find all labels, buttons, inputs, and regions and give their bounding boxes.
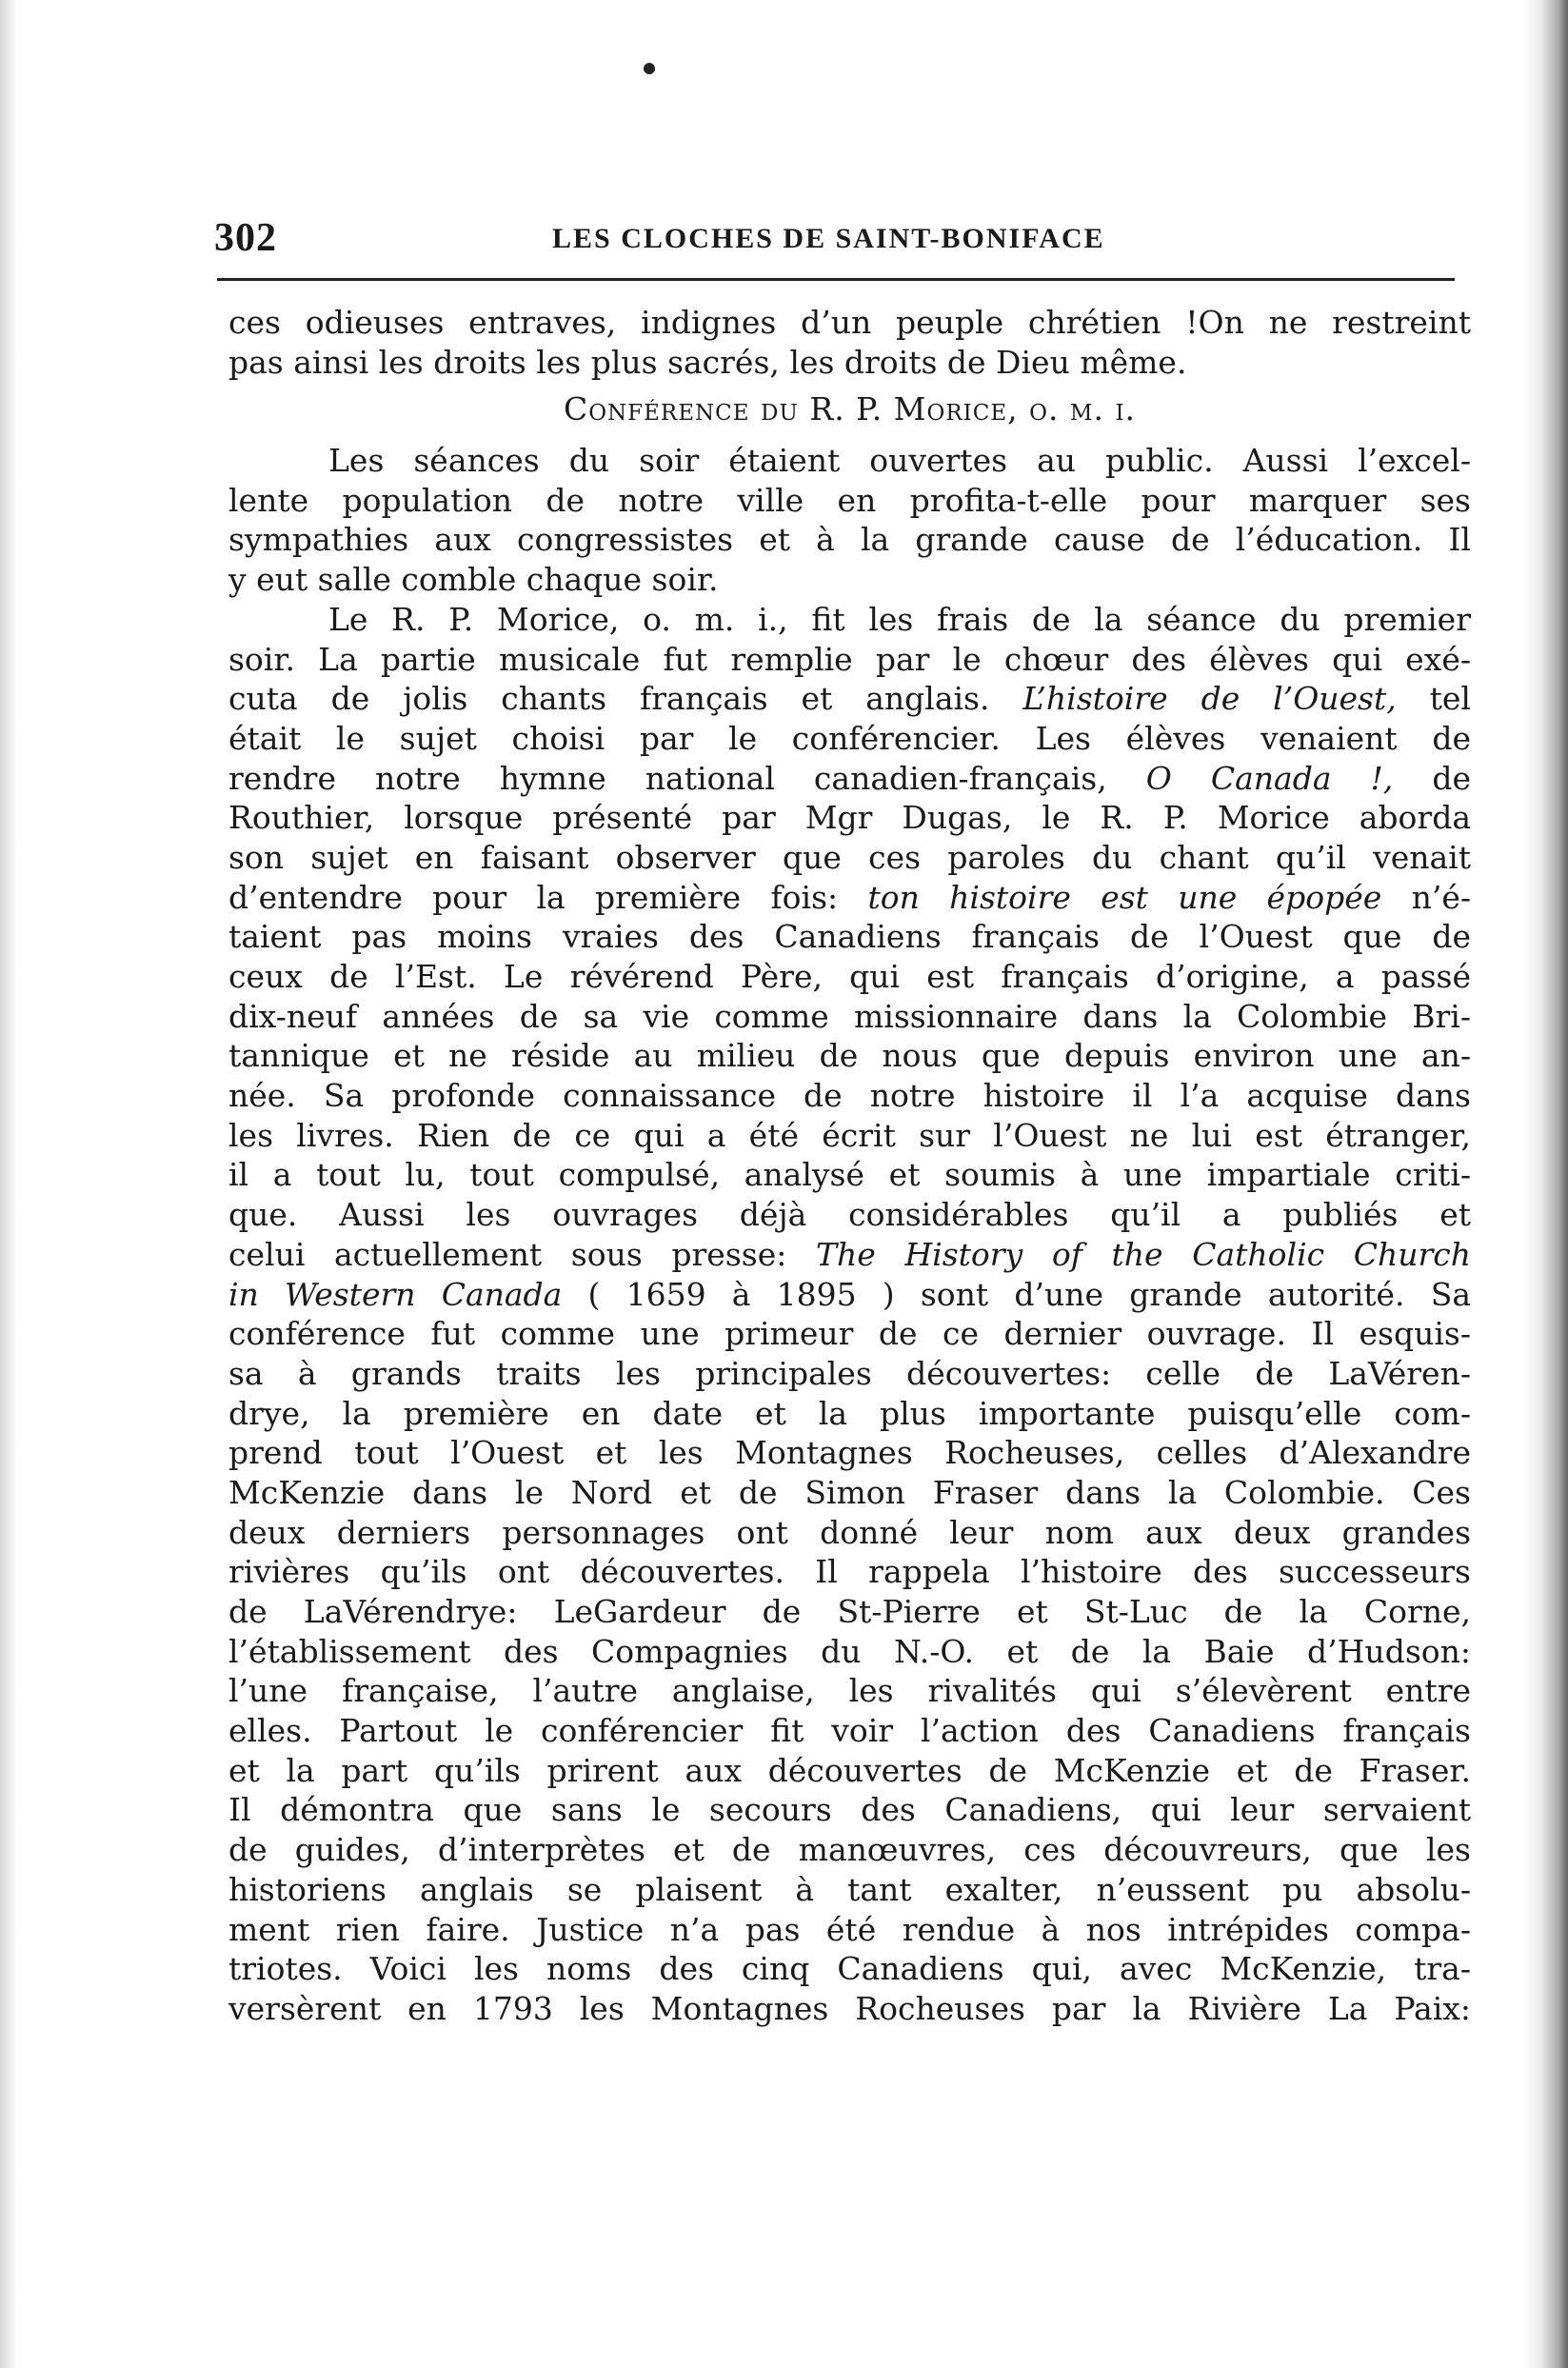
text-line: triotes. Voici les noms des cinq Canadiens qui, avec McKenzie, tra- [228,1950,1471,1988]
text-line: elles. Partout le conférencier fit voir l’action des Canadiens français [228,1712,1471,1750]
text-line: deux derniers personnages ont donné leur nom aux deux grandes [228,1513,1471,1551]
text-segment: d’entendre pour la première fois: [228,878,868,916]
text-line: Les séances du soir étaient ouvertes au public. Aussi l’excel- [328,442,1471,480]
page-header [214,211,1466,269]
text-segment: cuta de jolis chants français et anglais. [228,680,1023,718]
text-line [228,878,1471,918]
text-line: Routhier, lorsque présenté par Mgr Dugas, le R. P. Morice aborda [228,799,1471,837]
text-line [228,759,1471,799]
running-title: LES CLOCHES DE SAINT-BONIFACE [552,223,1105,254]
text-line: il a tout lu, tout compulsé, analysé et soumis à une impartiale criti- [228,1156,1471,1194]
scan-shadow-left [0,0,17,2368]
text-line: ces odieuses entraves, indignes d’un peuple chrétien !On ne restreint [228,304,1471,341]
italic-title: in Western Canada [228,1275,563,1313]
text-line: rivières qu’ils ont découvertes. Il rappela l’histoire des successeurs [228,1553,1471,1591]
text-line: lente population de notre ville en profita-t-elle pour marquer ses [228,481,1471,519]
text-line: taient pas moins vraies des Canadiens français de l’Ouest que de [228,918,1471,956]
text-line: tannique et ne réside au milieu de nous que depuis environ une an- [228,1037,1471,1075]
text-line: pas ainsi les droits les plus sacrés, les droits de Dieu même. [228,343,1187,381]
text-line: conférence fut comme une primeur de ce dernier ouvrage. Il esquis- [228,1315,1471,1353]
text-line: les livres. Rien de ce qui a été écrit sur l’Ouest ne lui est étranger, [228,1116,1471,1154]
text-line: sympathies aux congressistes et à la grande cause de l’éducation. Il [228,521,1471,559]
text-line: était le sujet choisi par le conférencier. Les élèves venaient de [228,719,1471,757]
text-line: Le R. P. Morice, o. m. i., fit les frais de la séance du premier [328,600,1471,638]
text-line: Il démontra que sans le secours des Canadiens, qui leur servaient [228,1791,1471,1829]
header-rule [217,278,1455,281]
text-segment: n’é- [1381,878,1471,916]
text-line [228,1275,1471,1315]
text-line [228,679,1471,719]
printed-dot [644,63,655,74]
italic-title: The History of the Catholic Church [815,1235,1471,1273]
page-number: 302 [214,216,277,260]
text-line: McKenzie dans le Nord et de Simon Fraser dans la Colombie. Ces [228,1473,1471,1511]
text-line: soir. La partie musicale fut remplie par le chœur des élèves qui exé- [228,640,1471,678]
text-line: versèrent en 1793 les Montagnes Rocheuses par la Rivière La Paix: [228,1989,1471,2027]
text-line: que. Aussi les ouvrages déjà considérables qu’il a publiés et [228,1196,1471,1234]
text-line: ment rien faire. Justice n’a pas été rendue à nos intrépides compa- [228,1910,1471,1948]
text-line: prend tout l’Ouest et les Montagnes Rocheuses, celles d’Alexandre [228,1434,1471,1472]
text-segment: rendre notre hymne national canadien-français, [228,759,1146,797]
scan-shadow-right [1522,0,1568,2368]
text-line: de LaVérendrye: LeGardeur de St-Pierre et St-Luc de la Corne, [228,1593,1471,1630]
italic-title: L’histoire de l’Ouest, [1022,680,1397,718]
text-line: son sujet en faisant observer que ces paroles du chant qu’il venait [228,838,1471,876]
italic-quote: ton histoire est une épopée [867,878,1382,916]
text-line: née. Sa profonde connaissance de notre histoire il l’a acquise dans [228,1077,1471,1115]
text-line [228,1235,1471,1275]
text-segment: tel [1396,680,1471,718]
text-line: l’une française, l’autre anglaise, les rivalités qui s’élevèrent entre [228,1672,1471,1710]
text-segment: de [1393,759,1471,797]
body-text [228,303,1471,2029]
text-line: dix-neuf années de sa vie comme missionnaire dans la Colombie Bri- [228,997,1471,1035]
text-line: l’établissement des Compagnies du N.-O. et de la Baie d’Hudson: [228,1632,1471,1670]
text-line: sa à grands traits les principales découvertes: celle de LaVéren- [228,1354,1471,1392]
section-heading: Conférence du R. P. Morice, o. m. i. [563,390,1137,428]
text-line: ceux de l’Est. Le révérend Père, qui est français d’origine, a passé [228,958,1471,995]
text-segment: ( 1659 à 1895 ) sont d’une grande autorité. Sa [562,1275,1471,1313]
italic-title: O Canada !, [1145,759,1394,797]
text-line: et la part qu’ils prirent aux découvertes de McKenzie et de Fraser. [228,1751,1471,1789]
text-line: de guides, d’interprètes et de manœuvres, ces découvreurs, que les [228,1831,1471,1869]
text-line: drye, la première en date et la plus importante puisqu’elle com- [228,1394,1471,1432]
text-line: y eut salle comble chaque soir. [228,561,719,599]
text-segment: celui actuellement sous presse: [228,1235,816,1273]
text-line: historiens anglais se plaisent à tant exalter, n’eussent pu absolu- [228,1870,1471,1908]
